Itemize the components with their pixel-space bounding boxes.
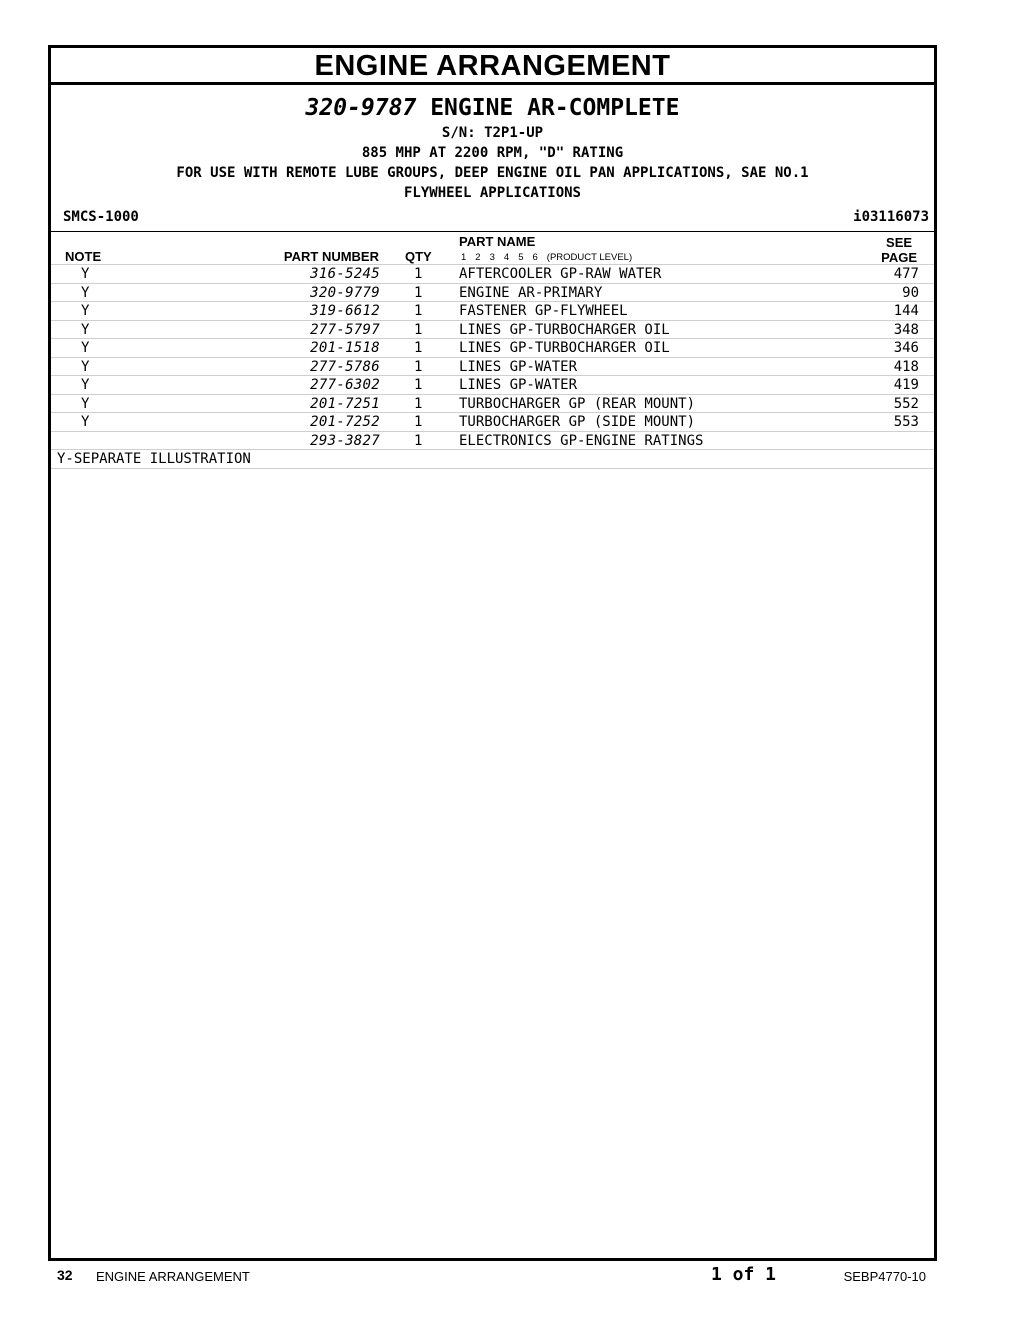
row-see-page: 418	[893, 358, 919, 375]
row-part-number: 201-7252	[310, 414, 380, 430]
arrangement-name: ENGINE AR-COMPLETE	[430, 95, 680, 121]
header-see-page	[881, 235, 917, 265]
table-header	[51, 231, 934, 264]
level-6: 6	[532, 252, 538, 263]
serial-number: S/N: T2P1-UP	[441, 125, 544, 141]
usage-line-1: FOR USE WITH REMOTE LUBE GROUPS, DEEP ENGINE OIL PAN APPLICATIONS, SAE NO.1	[176, 165, 809, 181]
row-part-name: ENGINE AR-PRIMARY	[459, 284, 603, 301]
smcs-row	[51, 205, 934, 231]
row-see-page: 144	[893, 303, 919, 319]
row-note: Y	[81, 414, 90, 430]
row-part-name: AFTERCOOLER GP-RAW WATER	[459, 266, 662, 282]
row-note: Y	[81, 321, 90, 338]
level-3: 3	[489, 252, 495, 263]
rating: 885 MHP AT 2200 RPM, "D" RATING	[361, 145, 624, 161]
table-row	[51, 357, 934, 376]
row-qty: 1	[414, 266, 423, 282]
row-see-page: 552	[893, 395, 919, 412]
row-part-number: 201-1518	[310, 340, 380, 356]
footer-section: ENGINE ARRANGEMENT	[96, 1269, 250, 1284]
page-footer	[0, 1264, 1020, 1288]
header-page: PAGE	[881, 250, 917, 265]
parts-table	[51, 264, 934, 469]
row-note: Y	[81, 377, 90, 393]
row-part-name: LINES GP-WATER	[459, 358, 578, 375]
level-4: 4	[503, 252, 510, 263]
row-qty: 1	[414, 414, 423, 430]
table-row	[51, 431, 934, 450]
row-part-name: LINES GP-TURBOCHARGER OIL	[459, 321, 670, 338]
row-part-number: 277-5786	[310, 358, 380, 375]
table-footnote: Y-SEPARATE ILLUSTRATION	[51, 449, 934, 469]
table-row	[51, 320, 934, 339]
row-part-name: LINES GP-TURBOCHARGER OIL	[459, 340, 670, 356]
table-row	[51, 283, 934, 302]
row-see-page: 90	[902, 284, 919, 301]
page-number: 32	[57, 1267, 73, 1283]
row-qty: 1	[414, 340, 423, 356]
row-part-number: 277-5797	[310, 321, 380, 338]
page-frame	[48, 45, 937, 1261]
document-id: SEBP4770-10	[843, 1269, 926, 1284]
row-part-number: 316-5245	[310, 266, 380, 282]
row-note: Y	[81, 303, 90, 319]
row-part-number: 201-7251	[310, 395, 380, 412]
row-part-number: 293-3827	[310, 432, 380, 449]
row-part-number: 320-9779	[310, 284, 380, 301]
row-note: Y	[81, 284, 90, 301]
table-row	[51, 375, 934, 394]
row-qty: 1	[414, 358, 423, 375]
row-part-name: TURBOCHARGER GP (SIDE MOUNT)	[459, 414, 696, 430]
row-see-page: 477	[893, 266, 919, 282]
row-part-name: TURBOCHARGER GP (REAR MOUNT)	[459, 395, 696, 412]
row-qty: 1	[414, 432, 423, 449]
row-part-name: FASTENER GP-FLYWHEEL	[459, 303, 628, 319]
row-part-number: 319-6612	[310, 303, 380, 319]
table-row	[51, 264, 934, 283]
row-note: Y	[81, 340, 90, 356]
row-qty: 1	[414, 377, 423, 393]
row-see-page: 346	[893, 340, 919, 356]
header-see: SEE	[886, 235, 913, 250]
row-note: Y	[81, 358, 90, 375]
table-row	[51, 412, 934, 431]
arrangement-title	[51, 93, 934, 123]
level-1: 1	[461, 252, 467, 263]
product-levels	[461, 252, 641, 263]
usage-line-2: FLYWHEEL APPLICATIONS	[403, 185, 581, 201]
page-of-count: 1 of 1	[711, 1264, 777, 1285]
product-level-label: (PRODUCT LEVEL)	[546, 252, 633, 263]
table-row	[51, 301, 934, 320]
section-title: ENGINE ARRANGEMENT	[51, 48, 934, 85]
table-row	[51, 394, 934, 413]
arrangement-header	[51, 93, 934, 203]
arrangement-part-number: 320-9787	[305, 95, 417, 121]
row-qty: 1	[414, 395, 423, 412]
level-2: 2	[475, 252, 481, 263]
row-qty: 1	[414, 284, 423, 301]
illustration-id: i03116073	[853, 209, 929, 225]
header-part-number: PART NUMBER	[283, 249, 379, 264]
header-note: NOTE	[65, 249, 102, 264]
row-note: Y	[81, 266, 90, 282]
row-note: Y	[81, 395, 90, 412]
row-part-name: LINES GP-WATER	[459, 377, 578, 393]
row-qty: 1	[414, 321, 423, 338]
row-qty: 1	[414, 303, 423, 319]
table-row	[51, 338, 934, 357]
row-see-page: 553	[893, 414, 919, 430]
header-part-name: PART NAME	[459, 234, 536, 249]
row-part-number: 277-6302	[310, 377, 380, 393]
header-qty: QTY	[405, 249, 432, 264]
smcs-code: SMCS-1000	[63, 209, 139, 225]
row-part-name: ELECTRONICS GP-ENGINE RATINGS	[459, 432, 704, 449]
level-5: 5	[518, 252, 524, 263]
row-see-page: 348	[893, 321, 919, 338]
row-see-page: 419	[893, 377, 919, 393]
